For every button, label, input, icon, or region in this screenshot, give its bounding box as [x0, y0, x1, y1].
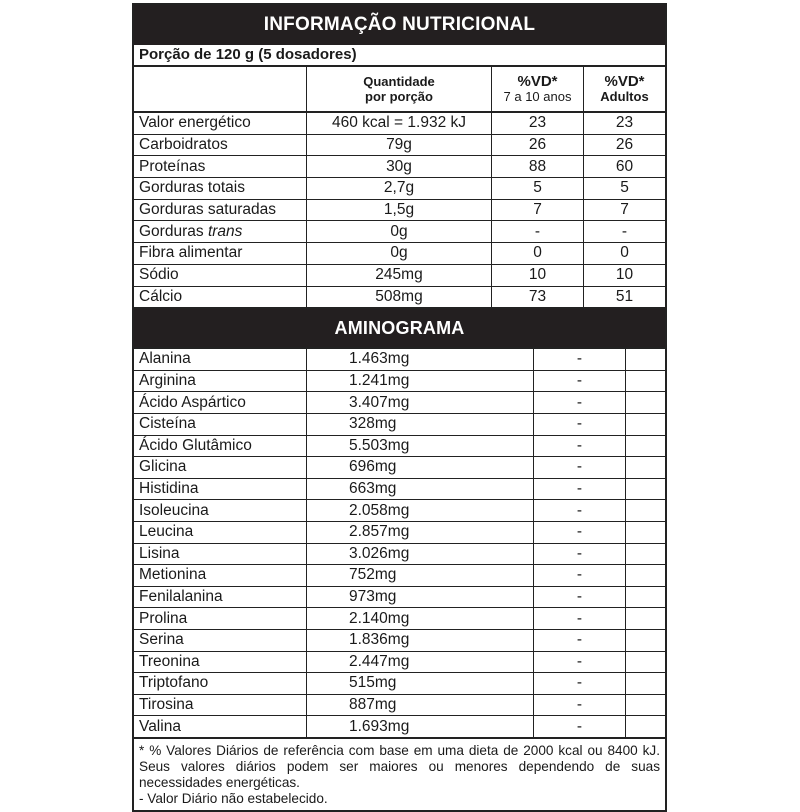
amino-vd-adults: [626, 651, 666, 673]
nutrient-name: Gorduras totais: [134, 178, 307, 200]
amino-name: Lisina: [134, 543, 307, 565]
amino-vd-adults: [626, 629, 666, 651]
nutrient-name: Sódio: [134, 264, 307, 286]
nutrient-vd-adults: 5: [584, 178, 666, 200]
amino-name: Metionina: [134, 565, 307, 587]
amino-name: Glicina: [134, 457, 307, 479]
amino-vd-adults: [626, 565, 666, 587]
amino-vd: -: [534, 629, 626, 651]
amino-quantity: 887mg: [307, 694, 534, 716]
footnotes: [134, 737, 665, 810]
header-nutrient: [134, 67, 307, 112]
header-vd-kids-line2: 7 a 10 anos: [503, 89, 572, 104]
amino-vd-adults: [626, 392, 666, 414]
nutrient-row: [134, 221, 665, 243]
amino-vd: -: [534, 565, 626, 587]
amino-vd: -: [534, 370, 626, 392]
amino-name: Cisteína: [134, 413, 307, 435]
nutrient-vd-kids: -: [492, 221, 584, 243]
amino-quantity: 1.241mg: [307, 370, 534, 392]
nutrition-facts-panel: [132, 3, 667, 812]
amino-quantity: 752mg: [307, 565, 534, 587]
amino-quantity: 5.503mg: [307, 435, 534, 457]
nutrient-vd-kids: 7: [492, 199, 584, 221]
nutrient-vd-kids: 73: [492, 286, 584, 308]
amino-vd-adults: [626, 694, 666, 716]
nutrient-quantity: 1,5g: [307, 199, 492, 221]
table-header-row: [134, 67, 665, 112]
amino-vd-adults: [626, 349, 666, 370]
aminogram-row: [134, 716, 665, 737]
amino-name: Leucina: [134, 521, 307, 543]
amino-quantity: 3.407mg: [307, 392, 534, 414]
aminogram-row: [134, 478, 665, 500]
aminogram-row: [134, 694, 665, 716]
amino-name: Fenilalanina: [134, 586, 307, 608]
nutrient-name: Valor energético: [134, 112, 307, 134]
amino-vd-adults: [626, 500, 666, 522]
amino-quantity: 1.463mg: [307, 349, 534, 370]
aminogram-row: [134, 349, 665, 370]
nutrient-name: Carboidratos: [134, 134, 307, 156]
amino-name: Ácido Aspártico: [134, 392, 307, 414]
amino-vd: -: [534, 651, 626, 673]
nutrient-quantity: 79g: [307, 134, 492, 156]
amino-quantity: 3.026mg: [307, 543, 534, 565]
aminogram-row: [134, 413, 665, 435]
amino-quantity: 515mg: [307, 673, 534, 695]
nutrient-vd-adults: 23: [584, 112, 666, 134]
nutrient-quantity: 2,7g: [307, 178, 492, 200]
amino-vd: -: [534, 543, 626, 565]
amino-name: Triptofano: [134, 673, 307, 695]
nutrient-row: [134, 199, 665, 221]
amino-vd-adults: [626, 521, 666, 543]
amino-quantity: 696mg: [307, 457, 534, 479]
nutrient-name: Proteínas: [134, 156, 307, 178]
nutrient-vd-kids: 0: [492, 243, 584, 265]
nutrient-vd-adults: 26: [584, 134, 666, 156]
amino-vd-adults: [626, 413, 666, 435]
amino-name: Arginina: [134, 370, 307, 392]
panel-title: INFORMAÇÃO NUTRICIONAL: [134, 5, 665, 45]
aminogram-title: AMINOGRAMA: [134, 308, 665, 349]
nutrient-vd-kids: 5: [492, 178, 584, 200]
nutrient-row: [134, 243, 665, 265]
amino-name: Alanina: [134, 349, 307, 370]
amino-vd: -: [534, 500, 626, 522]
nutrient-vd-kids: 23: [492, 112, 584, 134]
amino-vd: -: [534, 349, 626, 370]
footnote-not-established: - Valor Diário não estabelecido.: [139, 790, 328, 806]
nutrient-vd-kids: 26: [492, 134, 584, 156]
aminogram-row: [134, 521, 665, 543]
nutrient-quantity: 0g: [307, 221, 492, 243]
aminogram-row: [134, 370, 665, 392]
amino-quantity: 1.693mg: [307, 716, 534, 737]
amino-quantity: 2.857mg: [307, 521, 534, 543]
amino-vd-adults: [626, 608, 666, 630]
header-vd-adults-line2: Adultos: [600, 89, 649, 104]
amino-quantity: 973mg: [307, 586, 534, 608]
nutrient-vd-adults: 7: [584, 199, 666, 221]
amino-name: Ácido Glutâmico: [134, 435, 307, 457]
nutrient-name-italic: trans: [207, 222, 243, 240]
amino-vd: -: [534, 521, 626, 543]
aminogram-row: [134, 565, 665, 587]
header-vd-kids-line1: %VD*: [517, 73, 558, 90]
nutrient-row: [134, 286, 665, 308]
aminogram-row: [134, 586, 665, 608]
amino-quantity: 663mg: [307, 478, 534, 500]
amino-quantity: 2.058mg: [307, 500, 534, 522]
nutrient-vd-kids: 10: [492, 264, 584, 286]
nutrient-quantity: 245mg: [307, 264, 492, 286]
amino-vd-adults: [626, 457, 666, 479]
amino-name: Histidina: [134, 478, 307, 500]
amino-vd: -: [534, 478, 626, 500]
header-vd-kids: [492, 67, 584, 112]
amino-vd-adults: [626, 716, 666, 737]
aminogram-row: [134, 651, 665, 673]
aminogram-row: [134, 608, 665, 630]
header-quantity-line2: por porção: [365, 89, 433, 104]
nutrient-row: [134, 112, 665, 134]
aminogram-row: [134, 392, 665, 414]
nutrition-table: [134, 67, 665, 308]
amino-vd: -: [534, 413, 626, 435]
nutrient-quantity: 508mg: [307, 286, 492, 308]
amino-vd: -: [534, 716, 626, 737]
nutrient-row: [134, 264, 665, 286]
nutrient-quantity: 460 kcal = 1.932 kJ: [307, 112, 492, 134]
nutrient-row: [134, 178, 665, 200]
amino-vd-adults: [626, 478, 666, 500]
amino-name: Serina: [134, 629, 307, 651]
amino-vd-adults: [626, 370, 666, 392]
nutrient-row: [134, 156, 665, 178]
amino-vd-adults: [626, 586, 666, 608]
nutrient-vd-adults: -: [584, 221, 666, 243]
nutrient-name: Gorduras trans: [134, 221, 307, 243]
nutrient-name: Cálcio: [134, 286, 307, 308]
nutrient-vd-adults: 0: [584, 243, 666, 265]
amino-vd: -: [534, 435, 626, 457]
nutrient-name: Gorduras saturadas: [134, 199, 307, 221]
portion-size: Porção de 120 g (5 dosadores): [134, 45, 665, 67]
header-vd-adults: [584, 67, 666, 112]
footnote-vd: * % Valores Diários de referência com base em uma dieta de 2000 kcal ou 8400 kJ. Seus valores diários podem ser maiores ou menores dependendo de suas necessidades energéticas.: [139, 742, 660, 790]
nutrient-name: Fibra alimentar: [134, 243, 307, 265]
amino-vd-adults: [626, 543, 666, 565]
amino-quantity: 2.447mg: [307, 651, 534, 673]
amino-vd: -: [534, 586, 626, 608]
aminogram-table: [134, 349, 665, 737]
aminogram-row: [134, 543, 665, 565]
amino-vd: -: [534, 392, 626, 414]
amino-name: Tirosina: [134, 694, 307, 716]
amino-quantity: 328mg: [307, 413, 534, 435]
header-vd-adults-line1: %VD*: [604, 73, 645, 90]
amino-vd-adults: [626, 673, 666, 695]
nutrient-quantity: 30g: [307, 156, 492, 178]
nutrient-quantity: 0g: [307, 243, 492, 265]
aminogram-row: [134, 435, 665, 457]
amino-vd: -: [534, 457, 626, 479]
aminogram-row: [134, 457, 665, 479]
amino-vd-adults: [626, 435, 666, 457]
amino-quantity: 2.140mg: [307, 608, 534, 630]
amino-name: Treonina: [134, 651, 307, 673]
aminogram-row: [134, 629, 665, 651]
nutrient-vd-adults: 60: [584, 156, 666, 178]
aminogram-row: [134, 500, 665, 522]
amino-vd: -: [534, 608, 626, 630]
header-quantity-line1: Quantidade: [363, 74, 435, 89]
amino-name: Isoleucina: [134, 500, 307, 522]
nutrient-vd-kids: 88: [492, 156, 584, 178]
amino-name: Valina: [134, 716, 307, 737]
amino-vd: -: [534, 673, 626, 695]
nutrient-vd-adults: 10: [584, 264, 666, 286]
amino-quantity: 1.836mg: [307, 629, 534, 651]
nutrient-row: [134, 134, 665, 156]
nutrient-vd-adults: 51: [584, 286, 666, 308]
amino-name: Prolina: [134, 608, 307, 630]
aminogram-row: [134, 673, 665, 695]
header-quantity: [307, 67, 492, 112]
amino-vd: -: [534, 694, 626, 716]
